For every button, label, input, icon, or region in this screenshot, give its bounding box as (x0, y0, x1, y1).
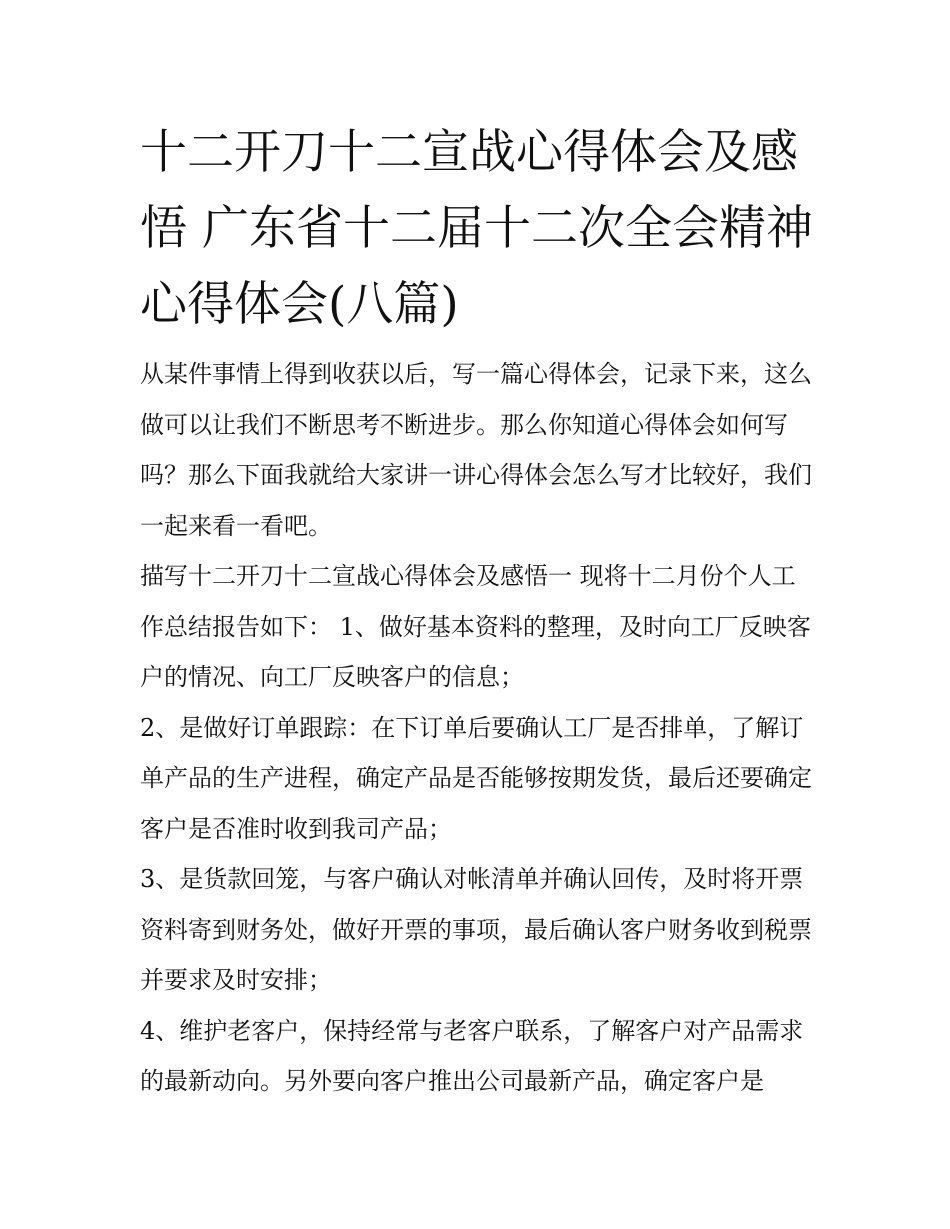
paragraph-item-3: 3、是货款回笼，与客户确认对帐清单并确认回传，及时将开票资料寄到财务处，做好开票的事项，最后确认客户财务收到税票并要求及时安排； (140, 865, 812, 994)
document-title: 十二开刀十二宣战心得体会及感悟 广东省十二届十二次全会精神心得体会(八篇) (140, 125, 813, 332)
paragraph-item-4: 4、维护老客户，保持经常与老客户联系，了解客户对产品需求的最新动向。另外要向客户推出公司最新产品，确定客户是 (140, 1016, 804, 1095)
paragraph-intro: 从某件事情上得到收获以后，写一篇心得体会，记录下来，这么做可以让我们不断思考不断进步。那么你知道心得体会如何写吗？那么下面我就给大家讲一讲心得体会怎么写才比较好，我们一起来看一看吧。 (140, 360, 812, 540)
document-body (140, 115, 815, 1107)
paragraph-section-one: 描写十二开刀十二宣战心得体会及感悟一 现将十二月份个人工作总结报告如下： 1、做好基本资料的整理，及时向工厂反映客户的情况、向工厂反映客户的信息； (140, 562, 811, 691)
paragraph-item-2: 2、是做好订单跟踪：在下订单后要确认工厂是否排单，了解订单产品的生产进程，确定产品是否能够按期发货，最后还要确定客户是否准时收到我司产品； (140, 713, 812, 843)
